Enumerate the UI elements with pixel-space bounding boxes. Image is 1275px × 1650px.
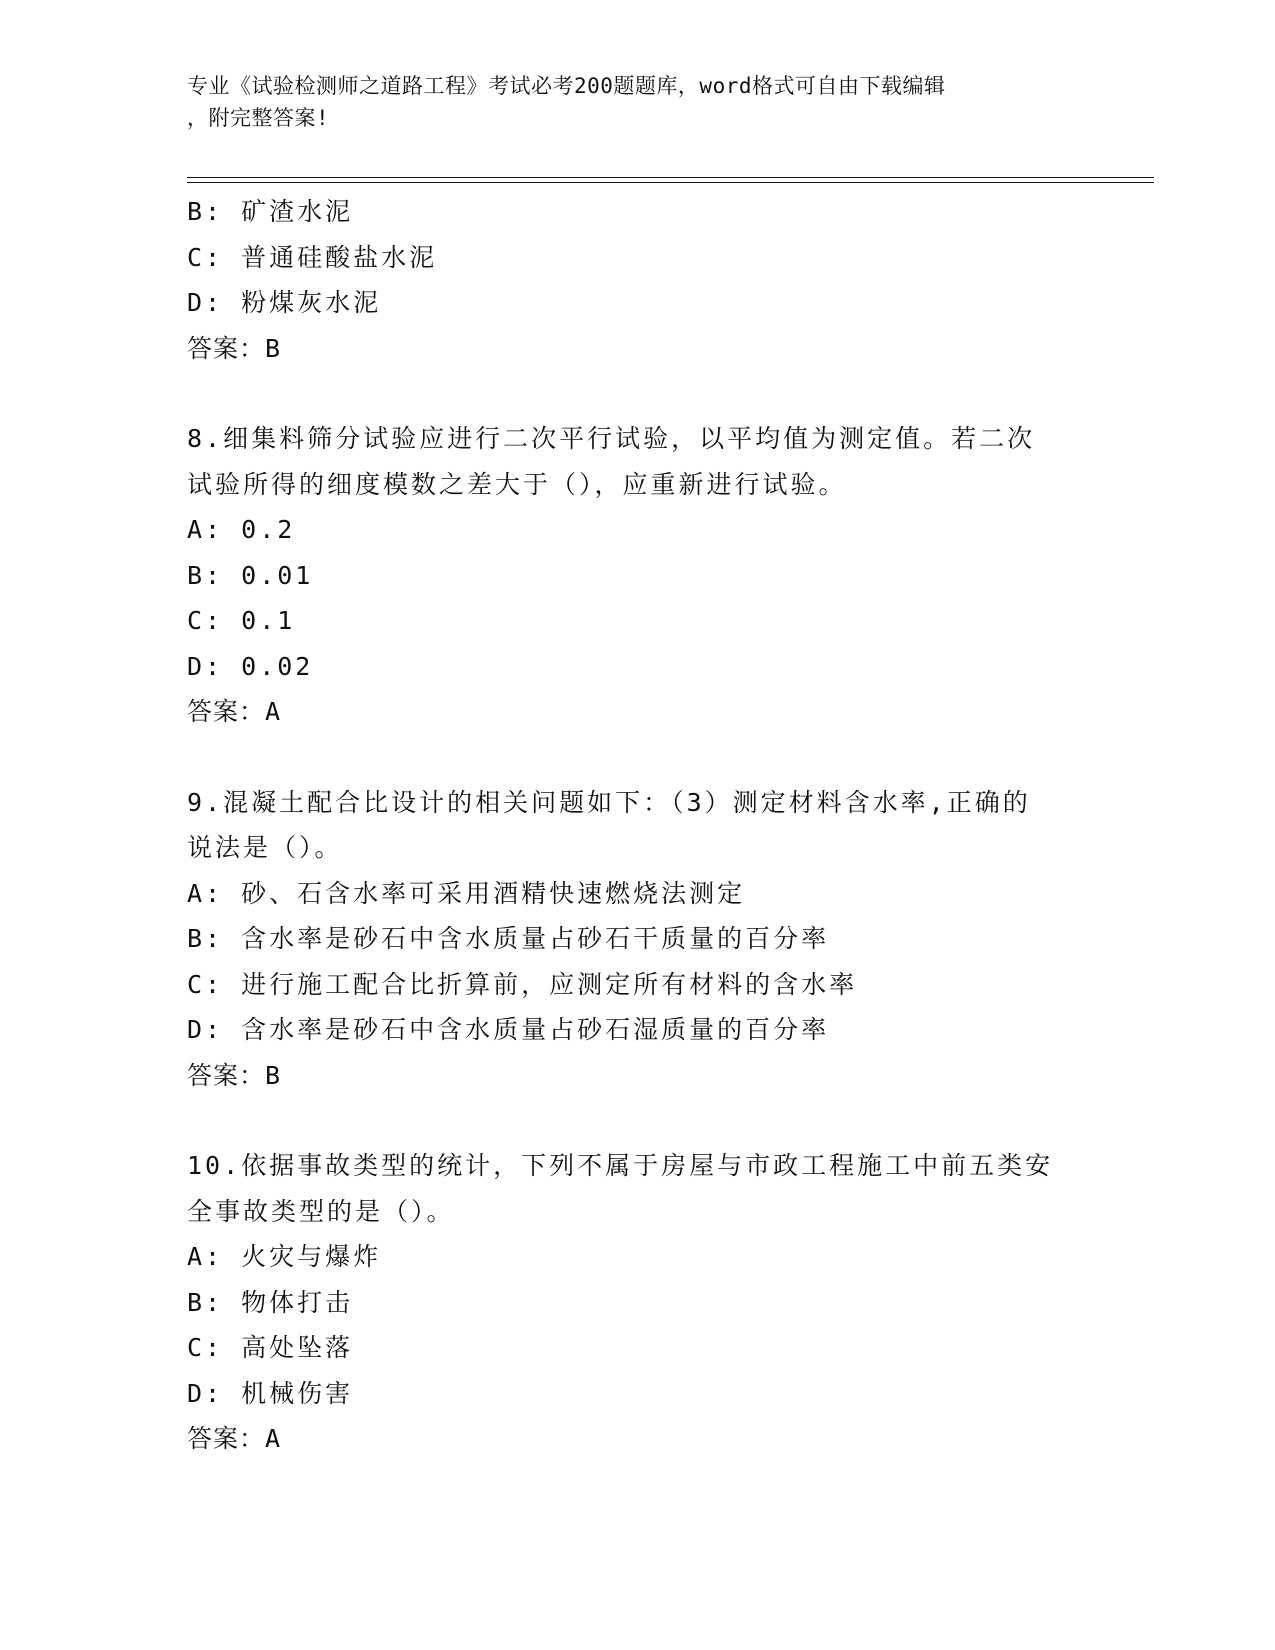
option-a: A: 0.2 [187, 515, 296, 544]
header-line-2: ，附完整答案! [187, 106, 330, 130]
option-d: D: 0.02 [187, 651, 314, 681]
option-c: C: 高处坠落 [187, 1333, 354, 1362]
question-8 [187, 416, 1087, 735]
answer: 答案：B [187, 333, 282, 363]
option-b: B: 含水率是砂石中含水质量占砂石干质量的百分率 [187, 924, 830, 953]
spacer [187, 1098, 1087, 1143]
question-stem-line: 试验所得的细度模数之差大于（），应重新进行试验。 [187, 469, 847, 499]
spacer [187, 735, 1087, 780]
question-stem-line: 说法是（）。 [187, 833, 343, 862]
question-stem-line: 全事故类型的是（）。 [187, 1196, 455, 1226]
spacer [187, 371, 1087, 416]
question-9 [187, 780, 1087, 1099]
option-d: D: 粉煤灰水泥 [187, 288, 382, 317]
option-a: A: 砂、石含水率可采用酒精快速燃烧法测定 [187, 878, 746, 908]
question-stem-line: 9.混凝土配合比设计的相关问题如下：（3）测定材料含水率,正确的 [187, 787, 1031, 817]
option-c: C: 进行施工配合比折算前，应测定所有材料的含水率 [187, 969, 858, 999]
answer: 答案：B [187, 1060, 282, 1090]
header-divider-top [187, 177, 1154, 178]
option-c: C: 普通硅酸盐水泥 [187, 242, 438, 272]
option-b: B: 矿渣水泥 [187, 197, 354, 226]
question-list [187, 189, 1087, 1462]
question-stem-line: 10.依据事故类型的统计，下列不属于房屋与市政工程施工中前五类安 [187, 1151, 1054, 1180]
option-a: A: 火灾与爆炸 [187, 1242, 382, 1271]
document-header [187, 70, 1087, 134]
option-c: C: 0.1 [187, 606, 296, 635]
question-7-continued [187, 189, 1087, 371]
option-d: D: 含水率是砂石中含水质量占砂石湿质量的百分率 [187, 1015, 830, 1044]
question-10 [187, 1143, 1087, 1462]
answer: 答案：A [187, 697, 282, 726]
option-b: B: 物体打击 [187, 1287, 354, 1317]
header-line-1: 专业《试验检测师之道路工程》考试必考200题题库，word格式可自由下载编辑 [187, 74, 946, 98]
answer: 答案：A [187, 1424, 282, 1453]
header-divider-bottom [187, 182, 1154, 183]
option-b: B: 0.01 [187, 560, 314, 590]
option-d: D: 机械伤害 [187, 1378, 354, 1408]
question-stem-line: 8.细集料筛分试验应进行二次平行试验，以平均值为测定值。若二次 [187, 424, 1036, 453]
